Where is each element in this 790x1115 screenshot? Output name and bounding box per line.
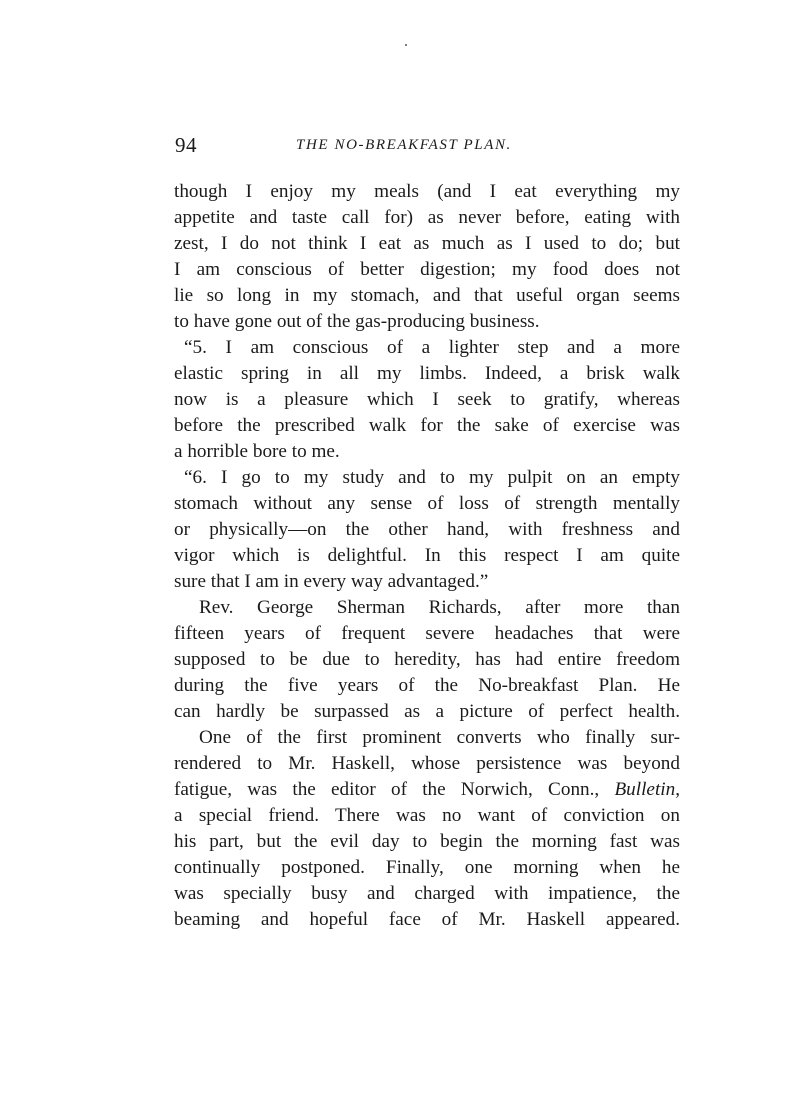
text-line: zest, I do not think I eat as much as I used to do; but bbox=[174, 233, 680, 254]
running-title: THE NO-BREAKFAST PLAN. bbox=[296, 137, 512, 153]
text-segment: fatigue, was the editor of the Norwich, Conn., bbox=[174, 779, 615, 800]
text-line: “6. I go to my study and to my pulpit on an empty bbox=[184, 467, 680, 488]
text-line: though I enjoy my meals (and I eat everything my bbox=[174, 181, 680, 202]
text-line: to have gone out of the gas-producing business. bbox=[174, 311, 540, 332]
text-line: before the prescribed walk for the sake of exercise was bbox=[174, 415, 680, 436]
print-speck bbox=[405, 44, 407, 46]
text-line: rendered to Mr. Haskell, whose persistence was beyond bbox=[174, 753, 680, 774]
text-line: can hardly be surpassed as a picture of perfect health. bbox=[174, 701, 680, 722]
text-line: lie so long in my stomach, and that useful organ seems bbox=[174, 285, 680, 306]
page-number: 94 bbox=[175, 133, 197, 157]
text-line: elastic spring in all my limbs. Indeed, a brisk walk bbox=[174, 363, 680, 384]
text-line: continually postponed. Finally, one morning when he bbox=[174, 857, 680, 878]
text-line bbox=[174, 777, 680, 803]
text-line: sure that I am in every way advantaged.” bbox=[174, 571, 489, 592]
publication-title: Bulletin bbox=[614, 779, 676, 800]
running-head bbox=[175, 132, 680, 158]
text-line: Rev. George Sherman Richards, after more than bbox=[199, 597, 680, 618]
text-segment: , bbox=[675, 779, 680, 800]
text-line: or physically—on the other hand, with freshness and bbox=[174, 519, 680, 540]
text-line: appetite and taste call for) as never before, eating with bbox=[174, 207, 680, 228]
text-line: I am conscious of better digestion; my food does not bbox=[174, 259, 680, 280]
text-line: supposed to be due to heredity, has had entire freedom bbox=[174, 649, 680, 670]
text-line: was specially busy and charged with impatience, the bbox=[174, 883, 680, 904]
text-line: a horrible bore to me. bbox=[174, 441, 340, 462]
text-line: during the five years of the No-breakfast Plan. He bbox=[174, 675, 680, 696]
text-line: “5. I am conscious of a lighter step and a more bbox=[184, 337, 680, 358]
text-line: vigor which is delightful. In this respect I am quite bbox=[174, 545, 680, 566]
text-line: his part, but the evil day to begin the morning fast was bbox=[174, 831, 680, 852]
text-line: now is a pleasure which I seek to gratify, whereas bbox=[174, 389, 680, 410]
text-line: fifteen years of frequent severe headaches that were bbox=[174, 623, 680, 644]
body-text bbox=[174, 179, 680, 933]
text-line: One of the first prominent converts who finally sur- bbox=[199, 727, 680, 748]
text-line: stomach without any sense of loss of strength mentally bbox=[174, 493, 680, 514]
text-line: beaming and hopeful face of Mr. Haskell appeared. bbox=[174, 909, 680, 930]
text-line: a special friend. There was no want of conviction on bbox=[174, 805, 680, 826]
